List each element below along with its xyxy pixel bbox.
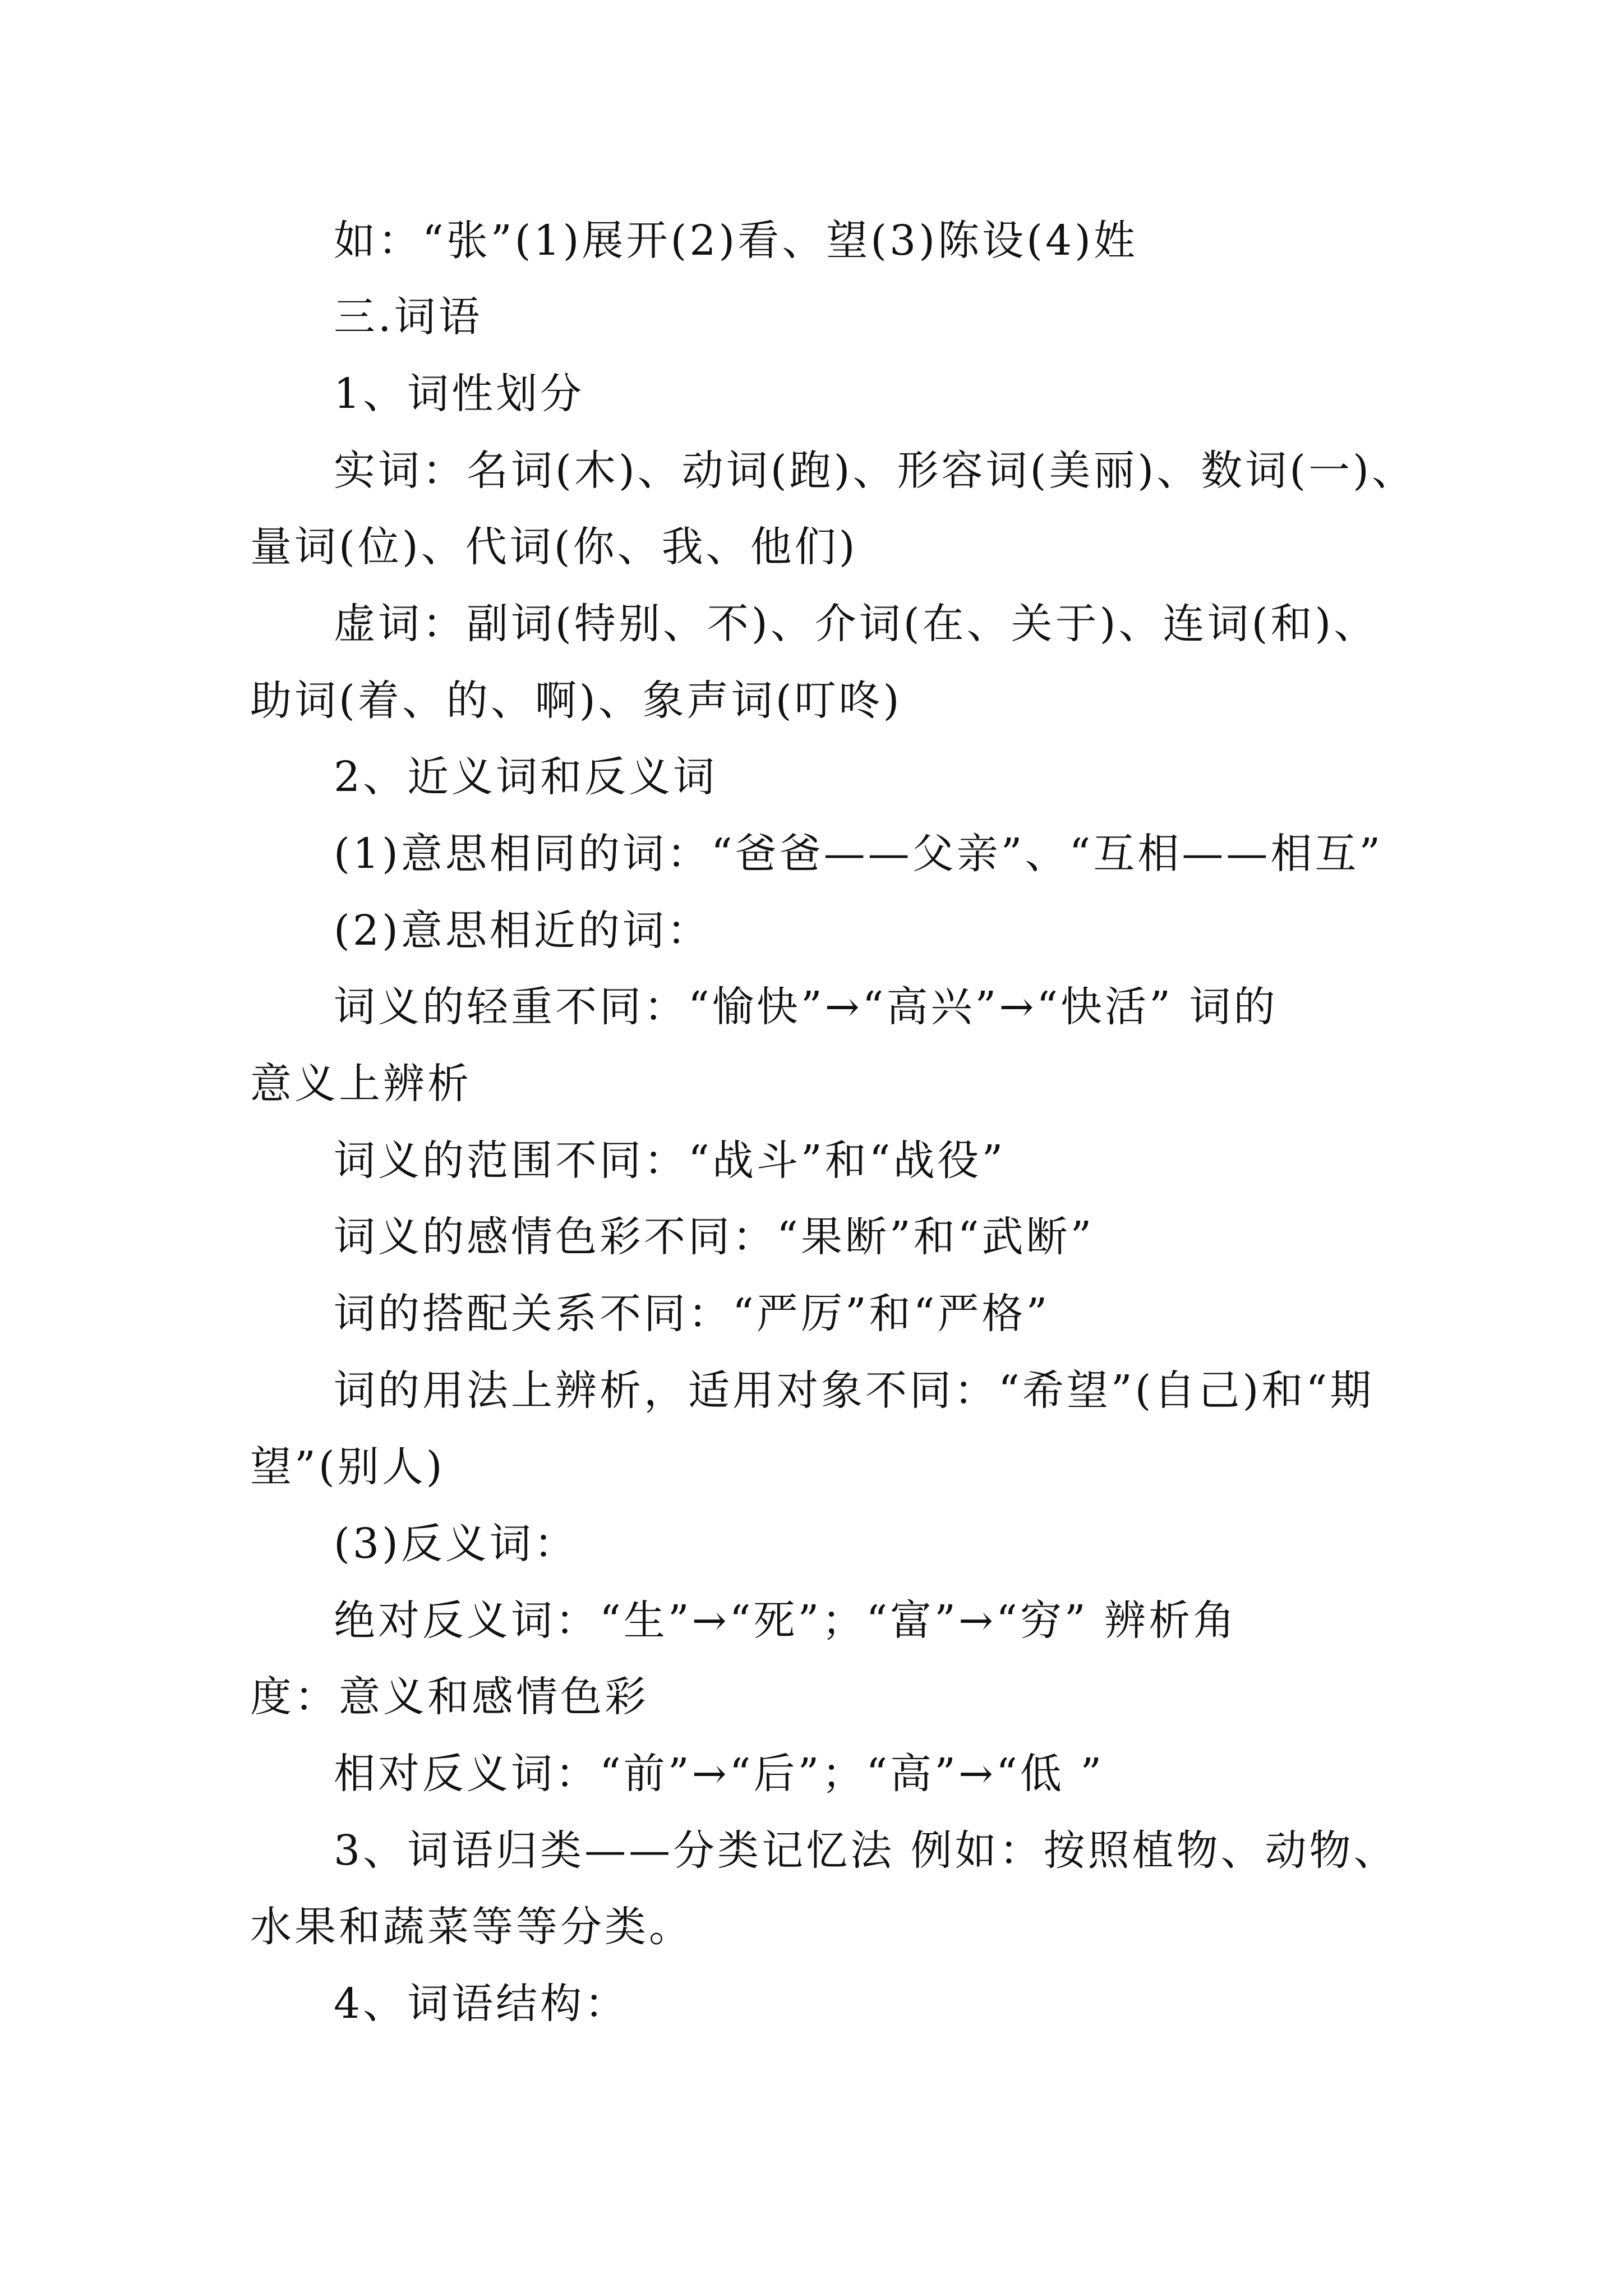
subheading-synonyms-antonyms: 2、近义词和反义词 — [334, 753, 718, 801]
meaning-scope: 词义的范围不同：“战斗”和“战役” — [334, 1137, 1006, 1185]
content-words-line-2: 量词(位)、代词(你、我、他们) — [250, 523, 858, 571]
absolute-antonyms-line-1: 绝对反义词：“生”→“死”；“富”→“穷” 辨析角 — [334, 1596, 1238, 1645]
section-heading-words: 三.词语 — [334, 293, 483, 341]
function-words-line-2: 助词(着、的、啊)、象声词(叮咚) — [250, 677, 902, 725]
same-meaning-words: (1)意思相同的词：“爸爸——父亲”、“互相——相互” — [334, 830, 1384, 878]
usage-line-2: 望”(别人) — [250, 1443, 445, 1491]
word-classification-line-1: 3、词语归类——分类记忆法 例如：按照植物、动物、 — [334, 1826, 1398, 1875]
example-zhang-meanings: 如：“张”(1)展开(2)看、望(3)陈设(4)姓 — [334, 217, 1138, 265]
relative-antonyms: 相对反义词：“前”→“后”；“高”→“低 ” — [334, 1750, 1105, 1798]
subheading-part-of-speech: 1、词性划分 — [334, 370, 585, 418]
meaning-weight-line-1: 词义的轻重不同：“愉快”→“高兴”→“快活” 词的 — [334, 983, 1278, 1031]
absolute-antonyms-line-2: 度：意义和感情色彩 — [250, 1673, 649, 1721]
collocation: 词的搭配关系不同：“严厉”和“严格” — [334, 1290, 1050, 1338]
usage-line-1: 词的用法上辨析，适用对象不同：“希望”(自己)和“期 — [334, 1366, 1375, 1415]
word-classification-line-2: 水果和蔬菜等等分类。 — [250, 1903, 693, 1951]
content-words-line-1: 实词：名词(木)、动词(跑)、形容词(美丽)、数词(一)、 — [334, 447, 1416, 495]
meaning-weight-line-2: 意义上辨析 — [250, 1060, 472, 1108]
function-words-line-1: 虚词：副词(特别、不)、介词(在、关于)、连词(和)、 — [334, 600, 1378, 648]
word-structure-heading: 4、词语结构： — [334, 1980, 629, 2028]
antonyms-heading: (3)反义词： — [334, 1520, 578, 1568]
similar-meaning-words-heading: (2)意思相近的词： — [334, 907, 711, 955]
emotional-color: 词义的感情色彩不同：“果断”和“武断” — [334, 1213, 1095, 1261]
